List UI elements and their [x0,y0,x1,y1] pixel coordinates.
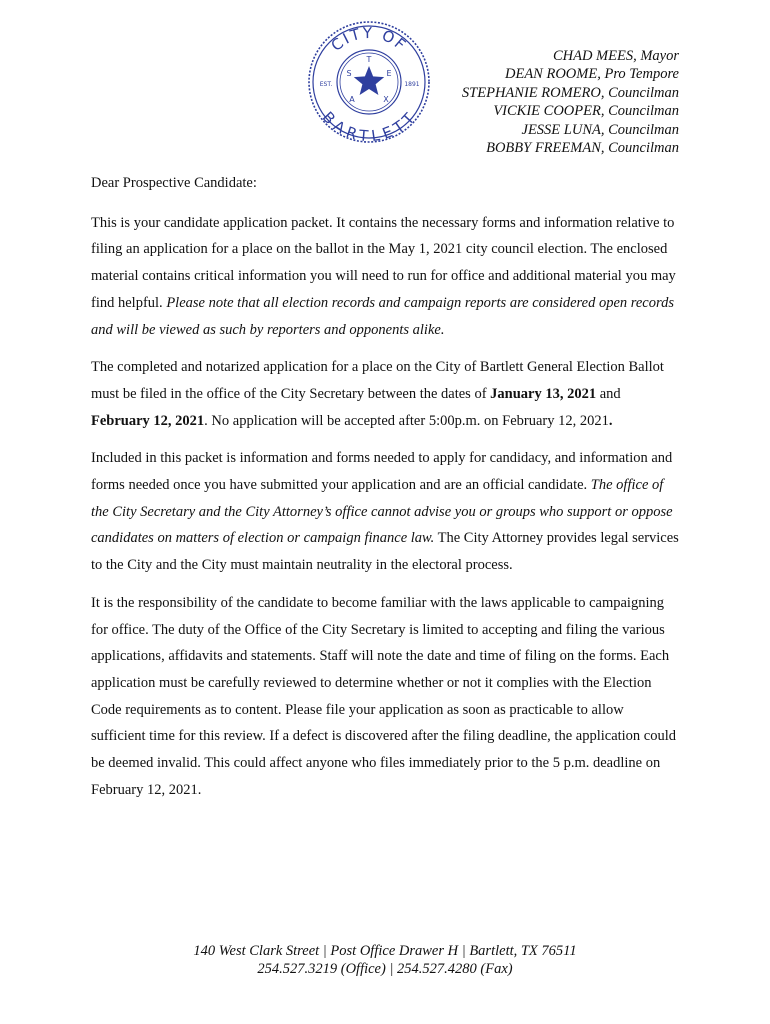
official-pro-tempore: DEAN ROOME, Pro Tempore [505,66,679,83]
officials-list [462,47,679,157]
advice-disclaimer: The office of the City Secretary and the City Attorney’s office cannot advise you or groups who support or oppose candidates on matters of election or campaign finance law. [91,477,673,547]
seal-letter-t: T [366,55,372,64]
paragraph-responsibility: It is the responsibility of the candidate to become familiar with the laws applicable to campaigning for office. The duty of the Office of the City Secretary is limited to accepting and filing the various applications, affidavits and statements. Staff will note the date and time of filing on the forms. Each application must be carefully reviewed to determine whether or not it complies with the Election Code requirements as to content. Please file your application as soon as practicable to allow sufficient time for this review. If a defect is discovered after the filing deadline, the application could be deemed invalid. This could affect anyone who files immediately prior to the 5 p.m. deadline on February 12, 2021. [91,594,677,798]
seal-letter-e: E [386,69,392,78]
footer-phone-fax: 254.527.3219 (Office) | 254.527.4280 (Fax) [257,961,513,977]
seal-est-year: 1891 [404,81,420,88]
open-records-notice: Please note that all election records and campaign reports are considered open records and will be viewed as such by reporters and opponents alike. [91,294,674,338]
seal-letter-x: X [383,95,389,104]
filing-end-date: February 12, 2021 [91,412,205,429]
seal-letter-s: S [346,69,352,78]
paragraph-text: . No application will be accepted after 5:00p.m. on February 12, 2021 [204,412,609,429]
paragraph-intro [91,210,681,344]
official-councilman: STEPHANIE ROMERO, Councilman [461,84,679,101]
paragraph-text: The completed and notarized application for a place on the City of Bartlett General Election Ballot must be filed in the office of the City Secretary between the dates of [91,359,664,402]
official-councilman: VICKIE COOPER, Councilman [493,103,679,120]
footer-address: 140 West Clark Street | Post Office Drawer H | Bartlett, TX 76511 [193,943,577,959]
seal-ring-text-top: CITY OF [327,23,411,55]
paragraph-text: This is your candidate application packet. It contains the necessary forms and information relative to filing an application for a place on the ballot in the May 1, 2021 city council election. The enclosed material contains critical information you will need to run for office and additional material you may find helpful. [91,214,676,311]
seal-est-label: EST. [319,81,333,88]
official-mayor: CHAD MEES, Mayor [552,48,679,64]
footer-contact [0,942,770,978]
star-icon [354,66,384,95]
seal-ring-text-bottom: BARTLETT [318,108,420,144]
letter-body [91,170,681,814]
filing-start-date: January 13, 2021 [490,385,597,402]
paragraph-filing-dates [91,354,681,434]
city-seal-logo [307,20,431,144]
paragraph-packet-contents [91,445,681,579]
official-councilman: JESSE LUNA, Councilman [521,121,679,138]
paragraph-text: The City Attorney provides legal services to the City and the City must maintain neutrality in the electoral process. [91,530,679,574]
paragraph-text: and [596,385,621,402]
letter-greeting: Dear Prospective Candidate: [91,175,257,191]
seal-letter-a: A [349,95,355,104]
official-councilman: BOBBY FREEMAN, Councilman [486,140,679,157]
paragraph-text: Included in this packet is information and forms needed to apply for candidacy, and information and forms needed once you have submitted your application and are an official candidate. [91,450,673,494]
paragraph-text: . [608,412,613,429]
